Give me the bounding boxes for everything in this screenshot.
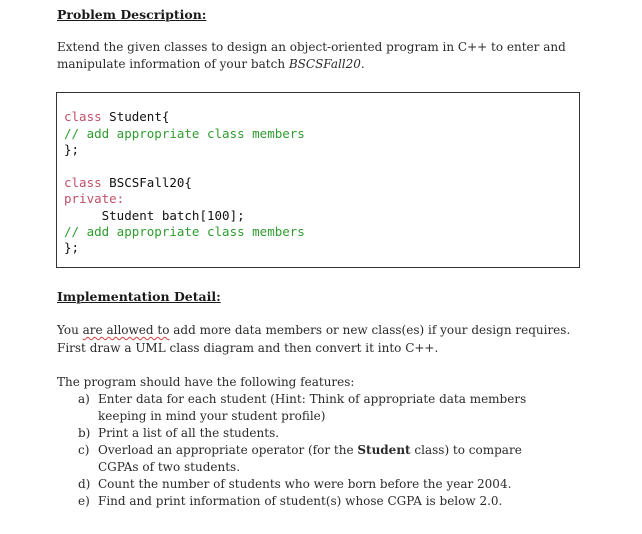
feature-item-a [78, 391, 526, 425]
feature-text: Find and print information of student(s) whose CGPA is below 2.0. [98, 494, 503, 508]
code-line-3 [64, 142, 79, 158]
list-marker: e) [78, 494, 90, 508]
list-marker: c) [78, 443, 90, 457]
code-keyword: private: [64, 191, 125, 206]
feature-item-d [78, 476, 511, 493]
feature-text: Count the number of students who were born before the year 2004. [98, 477, 512, 491]
code-box [56, 92, 580, 268]
code-keyword: class [64, 175, 102, 190]
feature-text: Enter data for each student (Hint: Think of appropriate data members [98, 392, 527, 406]
implementation-line-2: First draw a UML class diagram and then convert it into C++. [57, 341, 439, 355]
problem-heading: Problem Description: [57, 7, 207, 22]
code-keyword: class [64, 109, 102, 124]
problem-text-line-2 [57, 56, 365, 73]
code-text: }; [64, 240, 80, 255]
feature-text: Overload an appropriate operator (for the [98, 443, 358, 457]
code-line-6 [64, 191, 124, 207]
code-text: Student batch[100]; [64, 208, 245, 223]
feature-text-continued: CGPAs of two students. [98, 460, 241, 474]
list-marker: a) [78, 392, 90, 406]
list-marker: b) [78, 426, 91, 440]
batch-name: BSCSFall20. [288, 57, 365, 71]
problem-text-line-1: Extend the given classes to design an object-oriented program in C++ to enter and [57, 40, 566, 54]
code-text: }; [64, 142, 80, 157]
feature-text: Print a list of all the students. [98, 426, 280, 440]
problem-text-line-2-prefix: manipulate information of your batch [57, 57, 289, 71]
feature-item-e [78, 493, 502, 510]
code-comment: // add appropriate class members [64, 126, 305, 141]
student-class-name: Student [357, 443, 411, 457]
code-line-1 [64, 109, 169, 125]
implementation-heading: Implementation Detail: [57, 289, 221, 304]
feature-text-continued: keeping in mind your student profile) [98, 409, 326, 423]
features-intro: The program should have the following features: [57, 375, 355, 389]
feature-text: class) to compare [410, 443, 522, 457]
feature-item-b [78, 425, 279, 442]
code-line-9 [64, 240, 79, 256]
implementation-line-1 [57, 322, 570, 339]
code-line-5 [64, 175, 192, 191]
feature-item-c [78, 442, 522, 476]
code-line-7 [64, 208, 245, 224]
code-text: BSCSFall20{ [101, 175, 192, 190]
list-marker: d) [78, 477, 91, 491]
code-comment: // add appropriate class members [64, 224, 305, 239]
code-text: Student{ [101, 109, 170, 124]
spellcheck-underlined-phrase: are allowed to [82, 323, 170, 337]
implementation-line-1-b: add more data members or new class(es) if your design requires. [169, 323, 571, 337]
implementation-line-1-a: You [57, 323, 83, 337]
code-line-8 [64, 224, 305, 240]
code-line-2 [64, 126, 305, 142]
